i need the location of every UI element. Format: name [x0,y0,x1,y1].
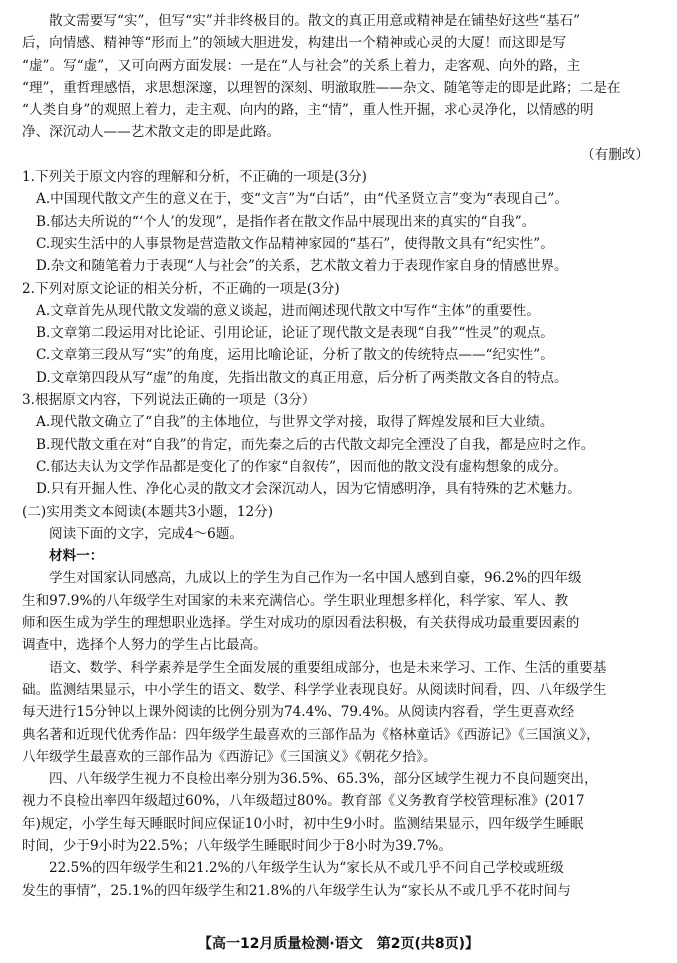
text-line: 四、八年级学生视力不良检出率分别为36.5%、65.3%，部分区域学生视力不良问题突出， [49,771,598,788]
text-line: 净、深沉动人——艺术散文走的即是此路。 [22,124,281,141]
text-line: “理”，重哲理感悟，求思想深邃，以理智的深刻、明澈取胜——杂文、随笔等走的即是此路；二是在 [22,79,621,96]
page-footer: 【高一12月质量检测·语文 第2页(共8页)】 [197,936,480,952]
question-stem: 3.根据原文内容，下列说法正确的一项是（3分） [22,392,316,409]
text-line: 视力不良检出率四年级超过60%，八年级超过80%。教育部《义务教育学校管理标准》(2017 [22,793,585,810]
material-label: 材料一： [49,548,104,565]
text-line: 语文、数学、科学素养是学生全面发展的重要组成部分，也是未来学习、工作、生活的重要基 [49,659,607,676]
text-line: 生和97.9%的八年级学生对国家的未来充满信心。学生职业理想多样化，科学家、军人、教 [22,592,569,609]
material-paragraph-2 [22,657,655,768]
text-line: 时间，少于9小时为22.5%；八年级学生睡眠时间少于8小时为39.7%。 [22,837,452,854]
material-paragraph-3 [22,768,655,857]
text-line: 调查中，选择个人努力的学生占比最高。 [22,637,267,654]
option-d: D.杂文和随笔着力于表现“人与社会”的关系，艺术散文着力于表现作家自身的情感世界。 [36,258,568,275]
option-a: A.现代散文确立了“自我”的主体地位，与世界文学对接，取得了辉煌发展和巨大业绩。 [36,414,554,431]
option-c: C.现实生活中的人事景物是营造散文作品精神家园的“基石”，使得散文具有“纪实性”。 [36,235,554,252]
text-line: 师和医生成为学生的理想职业选择。学生对成功的原因看法积极，有关获得成功最重要因素的 [22,615,580,632]
section-title: (二)实用类文本阅读(本题共3小题，12分) [22,503,274,520]
option-c: C.文章第三段从写“实”的角度，运用比喻论证，分析了散文的传统特点——“纪实性”。 [36,347,554,364]
question-2 [22,278,655,389]
question-3 [22,389,655,500]
text-line: 发生的事情”，25.1%的四年级学生和21.8%的八年级学生认为“家长从不或几乎不花时间与 [22,882,571,899]
text-line: 础。监测结果显示，中小学生的语文、数学、科学学业表现良好。从阅读时间看，四、八年级学生 [22,681,607,698]
text-line: 后，向情感、精神等“形而上”的领域大胆进发，构建出一个精神或心灵的大厦！而这即是写 [22,35,567,52]
option-d: D.文章第四段从写“虚”的角度，先指出散文的真正用意，后分析了两类散文各自的特点。 [36,369,568,386]
text-line: 八年级学生最喜欢的三部作品为《西游记》《三国演义》《朝花夕拾》。 [22,748,437,765]
section-instruction: 阅读下面的文字，完成4～6题。 [49,525,244,542]
option-c: C.郁达夫认为文学作品都是变化了的作家“自叙传”，因而他的散文没有虚构想象的成分。 [36,458,568,475]
material-paragraph-1 [22,567,655,656]
text-line: 学生对国家认同感高，九成以上的学生为自己作为一名中国人感到自豪，96.2%的四年级 [49,570,582,587]
question-1 [22,166,655,277]
text-line: 典名著和近现代优秀作品：四年级学生最喜欢的三部作品为《格林童话》《西游记》《三国演义》， [22,726,600,743]
question-stem: 1.下列关于原文内容的理解和分析，不正确的一项是(3分) [22,169,367,186]
option-a: A.中国现代散文产生的意义在于，变“文言”为“白话”，由“代圣贤立言”变为“表现自己”。 [36,191,568,208]
option-b: B.文章第二段运用对比论证、引用论证，论证了现代散文是表现“自我”“性灵”的观点。 [36,325,554,342]
question-stem: 2.下列对原文论证的相关分析，不正确的一项是(3分) [22,280,340,297]
option-d: D.只有开掘人性、净化心灵的散文才会深沉动人，因为它情感明净，具有特殊的艺术魅力。 [36,481,581,498]
text-line: “虚”。写“虚”，又可向两方面发展：一是在“人与社会”的关系上着力，走客观、向外的路，主 [22,57,581,74]
text-line: “人类自身”的观照上着力，走主观、向内的路，主“情”，重人性开掘，求心灵净化，以情感的明 [22,102,594,119]
source-note: （有删改） [581,146,649,163]
text-line: 每天进行15分钟以上课外阅读的比例分别为74.4%、79.4%。从阅读内容看，学生更喜欢经 [22,704,575,721]
option-b: B.现代散文重在对“自我”的肯定，而先秦之后的古代散文却完全湮没了自我，都是应时之作。 [36,436,595,453]
material-paragraph-4 [22,857,655,902]
essay-paragraph [22,10,655,144]
option-a: A.文章首先从现代散文发端的意义谈起，进而阐述现代散文中写作“主体”的重要性。 [36,302,540,319]
text-line: 22.5%的四年级学生和21.2%的八年级学生认为“家长从不或几乎不问自己学校或班级 [49,860,564,877]
text-line: 散文需要写“实”，但写“实”并非终极目的。散文的真正用意或精神是在铺垫好这些“基石” [49,13,581,29]
option-b: B.郁达夫所说的“‘个人’的发现”，是指作者在散文作品中展现出来的真实的“自我”。 [36,213,536,230]
text-line: 年)规定，小学生每天睡眠时间应保证10小时，初中生9小时。监测结果显示，四年级学生睡眠 [22,815,584,832]
